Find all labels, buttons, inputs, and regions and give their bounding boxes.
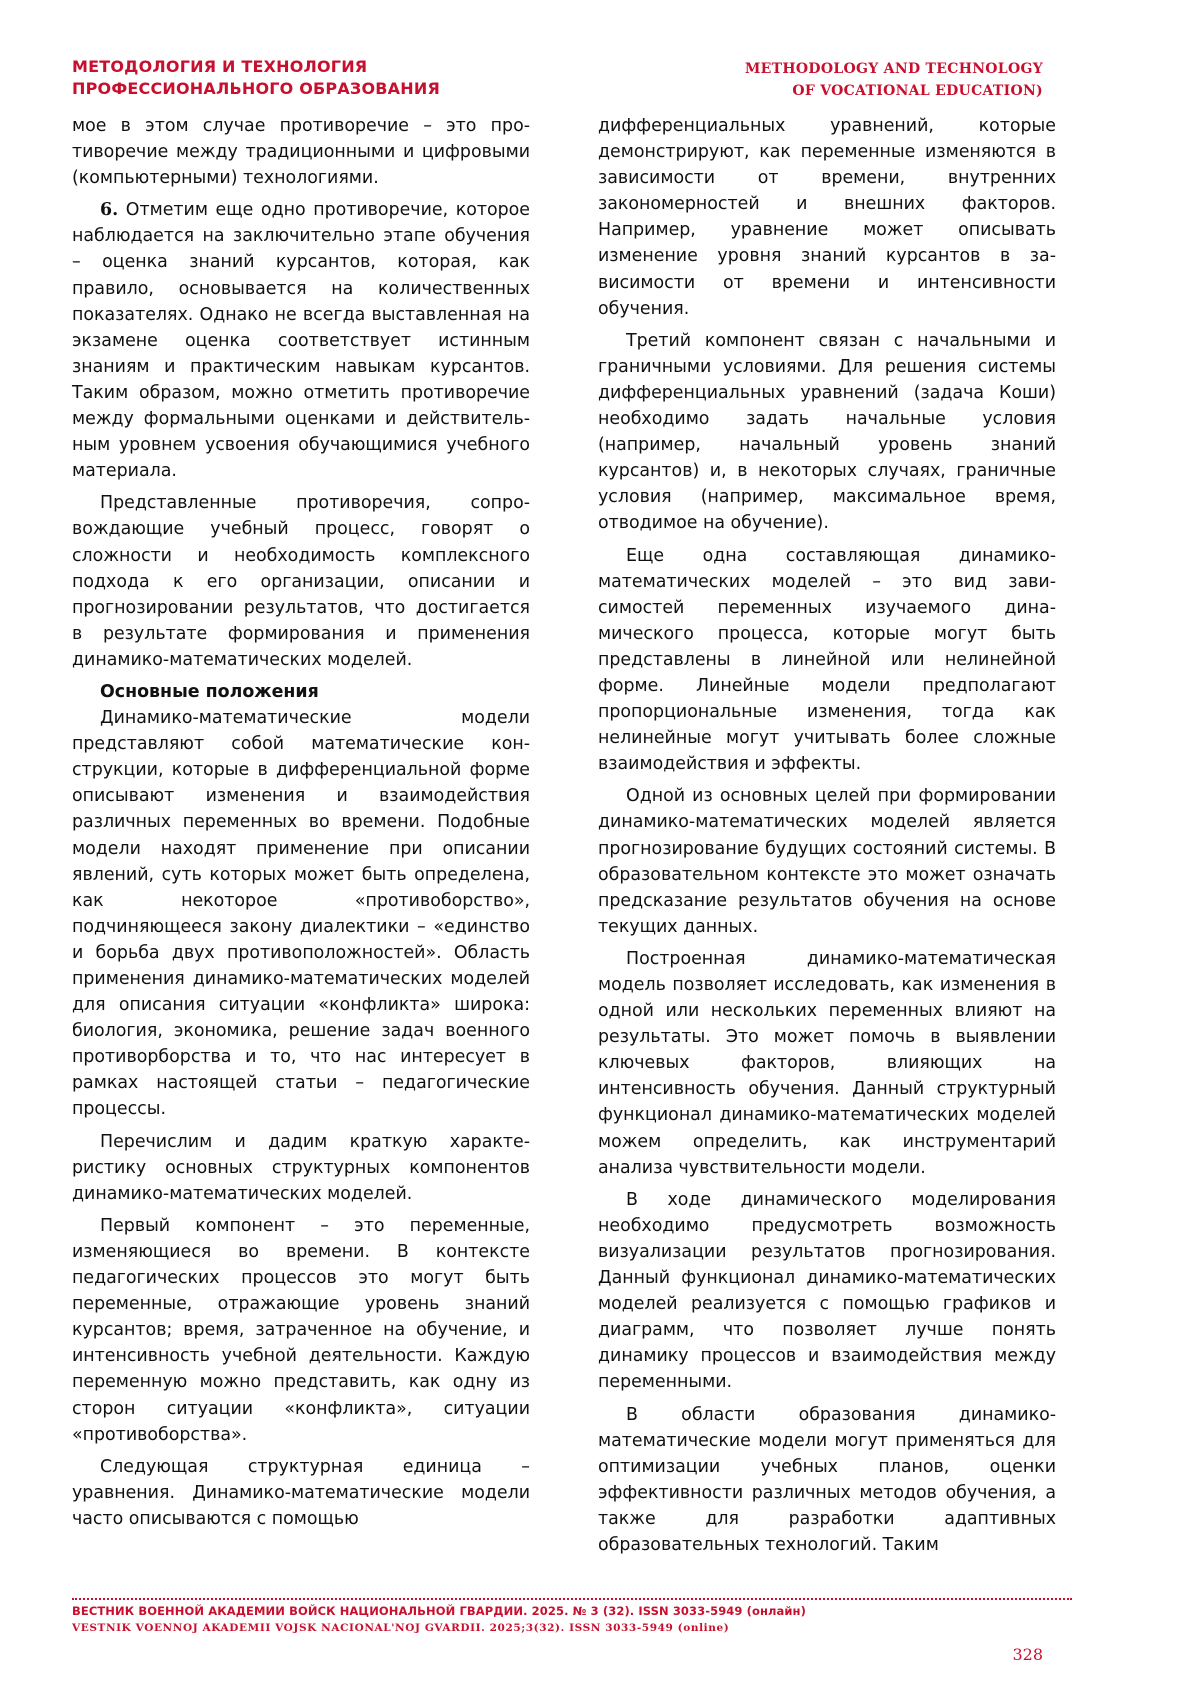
paragraph: Перечислим и дадим краткую характеристику основных структурных компонентов динамико-математических моделей. — [72, 1131, 530, 1204]
paragraph: Построенная динамико-математическая модель позволяет исследовать, как изменения в одной или нескольких переменных влияют на результаты. Это может помочь в выявлении ключевых факторов, влияющих на интенсивность обучения. Данный структурный функционал динамико-математических моделей можем определить, как инструментарий анализа чувствительности модели. — [598, 948, 1056, 1178]
header-left-line2: ПРОФЕССИОНАЛЬНОГО ОБРАЗОВАНИЯ — [72, 79, 440, 98]
right-column — [598, 113, 1056, 1558]
section-heading: Основные положения — [100, 681, 319, 702]
paragraph: Первый компонент – это переменные, изменяющиеся во времени. В контексте педагогических процессов это могут быть переменные, отражающие уровень знаний курсантов; время, затраченное на обучение, и интенсивность учебной деятельности. Каждую переменную можно представить, как одну из сторон ситуации «конфликта», ситуации «противоборства». — [72, 1215, 530, 1445]
paragraph — [72, 197, 530, 484]
footer-divider — [72, 1598, 1072, 1600]
paragraph: мое в этом случае противоречие – это противоречие между традиционными и цифровыми (компьютерными) технологиями. — [72, 116, 530, 189]
running-header-left — [72, 56, 552, 100]
paragraph: дифференциальных уравнений, которые демонстрируют, как переменные изменяются в зависимости от времени, внутренних закономерностей и внешних факторов. Например, уравнение может описывать изменение уровня знаний курсантов в зависимости от времени и интенсивности обучения. — [598, 116, 1056, 319]
paragraph: Представленные противоречия, сопровождающие учебный процесс, говорят о сложности и необходимость комплексного подхода к его организации, описании и прогнозировании результатов, что достигается в результате формирования и применения динамико-математических моделей. — [72, 493, 530, 670]
header-right-line1: METHODOLOGY AND TECHNOLOGY — [744, 61, 1043, 77]
header-right-line2: OF VOCATIONAL EDUCATION) — [792, 83, 1043, 99]
paragraph: В ходе динамического моделирования необходимо предусмотреть возможность визуализации результатов прогнозирования. Данный функционал динамико-математических моделей реализуется с помощью графиков и диаграмм, что позволяет лучше понять динамику процессов и взаимодействия между переменными. — [598, 1189, 1056, 1393]
footer-citation-en: VESTNIK VOENNOJ AKADEMII VOJSK NACIONAL'NOJ GVARDII. 2025;3(32). ISSN 3033-5949 (online) — [72, 1622, 730, 1634]
paragraph-text: Отметим еще одно противоречие, которое наблюдается на заключительно этапе обучения – оценка знаний курсантов, которая, как правило, основывается на количественных показателях. Однако не всегда выставленная на экзамене оценка соответствует истинным знаниям и практическим навыкам курсантов. Таким образом, можно отметить противоречие между формальными оценками и действительным уровнем усвоения обучающимися учебного материала. — [72, 200, 531, 482]
footer-citation-ru: ВЕСТНИК ВОЕННОЙ АКАДЕМИИ ВОЙСК НАЦИОНАЛЬНОЙ ГВАРДИИ. 2025. № 3 (32). ISSN 3033-5949 (онлайн) — [72, 1604, 806, 1618]
paragraph: Следующая структурная единица – уравнения. Динамико-математические модели часто описываются с помощью — [72, 1456, 530, 1529]
paragraph: Динамико-математические модели представляют собой математические конструкции, которые в дифференциальной форме описывают изменения и взаимодействия различных переменных во времени. Подобные модели находят применение при описании явлений, суть которых может быть определена, как некоторое «противоборство», подчиняющееся закону диалектики – «единство и борьба двух противоположностей». Область применения динамико-математических моделей для описания ситуации «конфликта» широка: биология, экономика, решение задач военного противорборства и то, что нас интересует в рамках настоящей статьи – педагогические процессы. — [72, 708, 530, 1120]
list-number: 6. — [100, 200, 119, 221]
header-left-line1: МЕТОДОЛОГИЯ И ТЕХНОЛОГИЯ — [72, 57, 368, 76]
paragraph: Еще одна составляющая динамико-математических моделей – это вид зависимостей переменных изучаемого динамического процесса, которые могут быть представлены в линейной или нелинейной форме. Линейные модели предполагают пропорциональные изменения, тогда как нелинейные могут учитывать более сложные взаимодействия и эффекты. — [598, 545, 1056, 775]
paragraph: Одной из основных целей при формировании динамико-математических моделей является прогнозирование будущих состояний системы. В образовательном контексте это может означать предсказание результатов обучения на основе текущих данных. — [598, 786, 1056, 937]
page-number: 328 — [1012, 1645, 1043, 1664]
paragraph: В области образования динамико-математические модели могут применяться для оптимизации учебных планов, оценки эффективности различных методов обучения, а также для разработки адаптивных образовательных технологий. Таким — [598, 1404, 1056, 1555]
running-header-right — [603, 58, 1043, 102]
paragraph: Третий компонент связан с начальными и граничными условиями. Для решения системы дифференциальных уравнений (задача Коши) необходимо задать начальные условия (например, начальный уровень знаний курсантов) и, в некоторых случаях, граничные условия (например, максимальное время, отводимое на обучение). — [598, 330, 1056, 534]
left-column — [72, 113, 530, 1532]
